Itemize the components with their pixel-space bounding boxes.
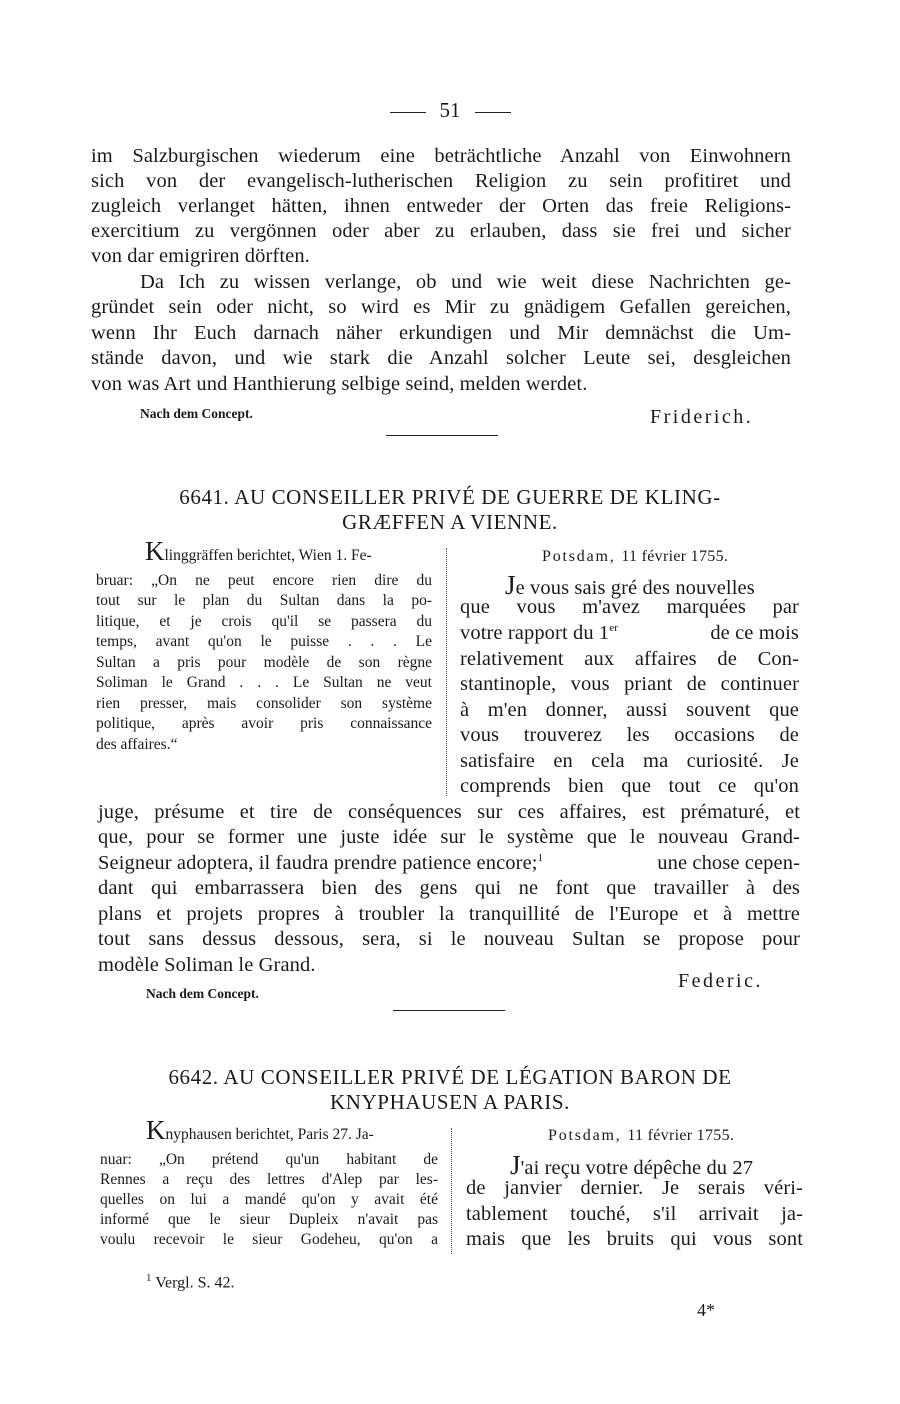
- column-divider: [451, 1128, 452, 1254]
- section-separator: [393, 1010, 505, 1011]
- drop-cap: K: [146, 1115, 166, 1145]
- text-line: satisfaire en cela ma curiosité. Je: [460, 750, 799, 772]
- text-line: temps, avant qu'on le puisse . . . Le: [96, 633, 432, 650]
- letter-date: Potsdam, 11 février 1755.: [542, 548, 729, 565]
- drop-cap: K: [145, 536, 165, 566]
- text-line: juge, présume et tire de conséquences sur ces affaires, est prématuré, et: [98, 801, 800, 823]
- header-rule-left: [390, 112, 426, 113]
- text-line: Rennes a reçu des lettres d'Alep par les-: [100, 1171, 438, 1188]
- text-line: modèle Soliman le Grand.: [98, 954, 316, 976]
- letter-heading: 6641. AU CONSEILLER PRIVÉ DE GUERRE DE KLING-: [179, 485, 721, 509]
- text-line: im Salzburgischen wiederum eine beträchtliche Anzahl von Einwohnern: [91, 145, 791, 167]
- text-line: vous trouverez les occasions de: [460, 724, 799, 746]
- text-line: J'ai reçu votre dépêche du 27: [510, 1150, 754, 1180]
- text-line: Seigneur adoptera, il faudra prendre patience encore;$^1$ une chose cepen-: [98, 852, 800, 874]
- text-line: tablement touché, s'il arrivait ja-: [466, 1203, 803, 1225]
- letter-date: Potsdam, 11 février 1755.: [548, 1127, 735, 1144]
- text-line: nuar: „On prétend qu'un habitant de: [100, 1151, 438, 1168]
- drop-cap: J: [510, 1150, 521, 1180]
- text-line: Je vous sais gré des nouvelles: [505, 570, 755, 600]
- text-line: tout sur le plan du Sultan dans la po-: [96, 592, 432, 609]
- source-note: Nach dem Concept.: [140, 406, 253, 421]
- text-line: stände davon, und wie stark die Anzahl solcher Leute sei, desgleichen: [91, 347, 791, 369]
- text-line: litique, et je crois qu'il se passera du: [96, 613, 432, 630]
- text-line: plans et projets propres à troubler la tranquillité de l'Europe et à mettre: [98, 903, 800, 925]
- signature: Friderich.: [650, 406, 754, 428]
- text-line: quelles on lui a mandé qu'on y avait été: [100, 1191, 438, 1208]
- text-line: exercitium zu vergönnen oder aber zu erlauben, dass sie frei und sicher: [91, 220, 791, 242]
- text-line: Knyphausen berichtet, Paris 27. Ja-: [146, 1115, 374, 1145]
- footnote: $^1$ Vergl. S. 42.: [146, 1272, 235, 1292]
- text-line: que, pour se former une juste idée sur le système que le nouveau Grand-: [98, 826, 800, 848]
- column-divider: [446, 548, 447, 796]
- text-line: relativement aux affaires de Con-: [460, 648, 799, 670]
- text-line: à m'en donner, aussi souvent que: [460, 699, 799, 721]
- signature: Federic.: [678, 970, 763, 992]
- text-line: stantinople, vous priant de continuer: [460, 673, 799, 695]
- drop-cap: J: [505, 570, 516, 600]
- text-line: politique, après avoir pris connaissance: [96, 715, 432, 732]
- section-separator: [386, 435, 498, 436]
- footnote-mark: 1: [146, 1272, 152, 1284]
- letter-heading: 6642. AU CONSEILLER PRIVÉ DE LÉGATION BARON DE: [168, 1065, 732, 1089]
- text-line: Sultan a pris pour modèle de son règne: [96, 654, 432, 671]
- text-line: que vous m'avez marquées par: [460, 596, 799, 618]
- text-line: Klinggräffen berichtet, Wien 1. Fe-: [145, 536, 372, 566]
- text-line: sich von der evangelisch-lutherischen Religion zu sein profitiret und: [91, 170, 791, 192]
- text-line: Soliman le Grand . . . Le Sultan ne veut: [96, 674, 432, 691]
- text-line: informé que le sieur Dupleix n'avait pas: [100, 1211, 438, 1228]
- page-header: [0, 98, 900, 123]
- text-line: rien presser, mais consolider son système: [96, 695, 432, 712]
- header-rule-right: [475, 112, 511, 113]
- text-line: voulu recevoir le sieur Godeheu, qu'on a: [100, 1231, 438, 1248]
- letter-heading: KNYPHAUSEN A PARIS.: [330, 1090, 570, 1114]
- text-line: tout sans dessus dessous, sera, si le nouveau Sultan se propose pour: [98, 928, 800, 950]
- text-line: gründet sein oder nicht, so wird es Mir zu gnädigem Gefallen gereichen,: [91, 296, 791, 318]
- signature-mark: 4*: [697, 1300, 715, 1320]
- text-line: mais que les bruits qui vous sont: [466, 1228, 803, 1250]
- text-line: votre rapport du 1er de ce mois: [460, 622, 799, 644]
- text-line: de janvier dernier. Je serais véri-: [466, 1177, 803, 1199]
- text-line: des affaires.“: [96, 736, 178, 753]
- text-line: wenn Ihr Euch darnach näher erkundigen und Mir demnächst die Um-: [91, 322, 791, 344]
- text-line: von dar emigriren dörften.: [91, 245, 310, 267]
- text-line: bruar: „On ne peut encore rien dire du: [96, 572, 432, 589]
- text-line: dant qui embarrassera bien des gens qui ne font que travailler à des: [98, 877, 800, 899]
- page-number: 51: [439, 98, 461, 122]
- footnote-ref: 1: [537, 852, 544, 865]
- text-line: von was Art und Hanthierung selbige seind, melden werdet.: [91, 373, 588, 395]
- letter-heading: GRÆFFEN A VIENNE.: [342, 510, 558, 534]
- text-line: zugleich verlanget hätten, ihnen entweder der Orten das freie Religions-: [91, 195, 791, 217]
- text-line: comprends bien que tout ce qu'on: [460, 775, 799, 797]
- text-line: Da Ich zu wissen verlange, ob und wie weit diese Nachrichten ge-: [140, 271, 791, 293]
- source-note: Nach dem Concept.: [146, 986, 259, 1001]
